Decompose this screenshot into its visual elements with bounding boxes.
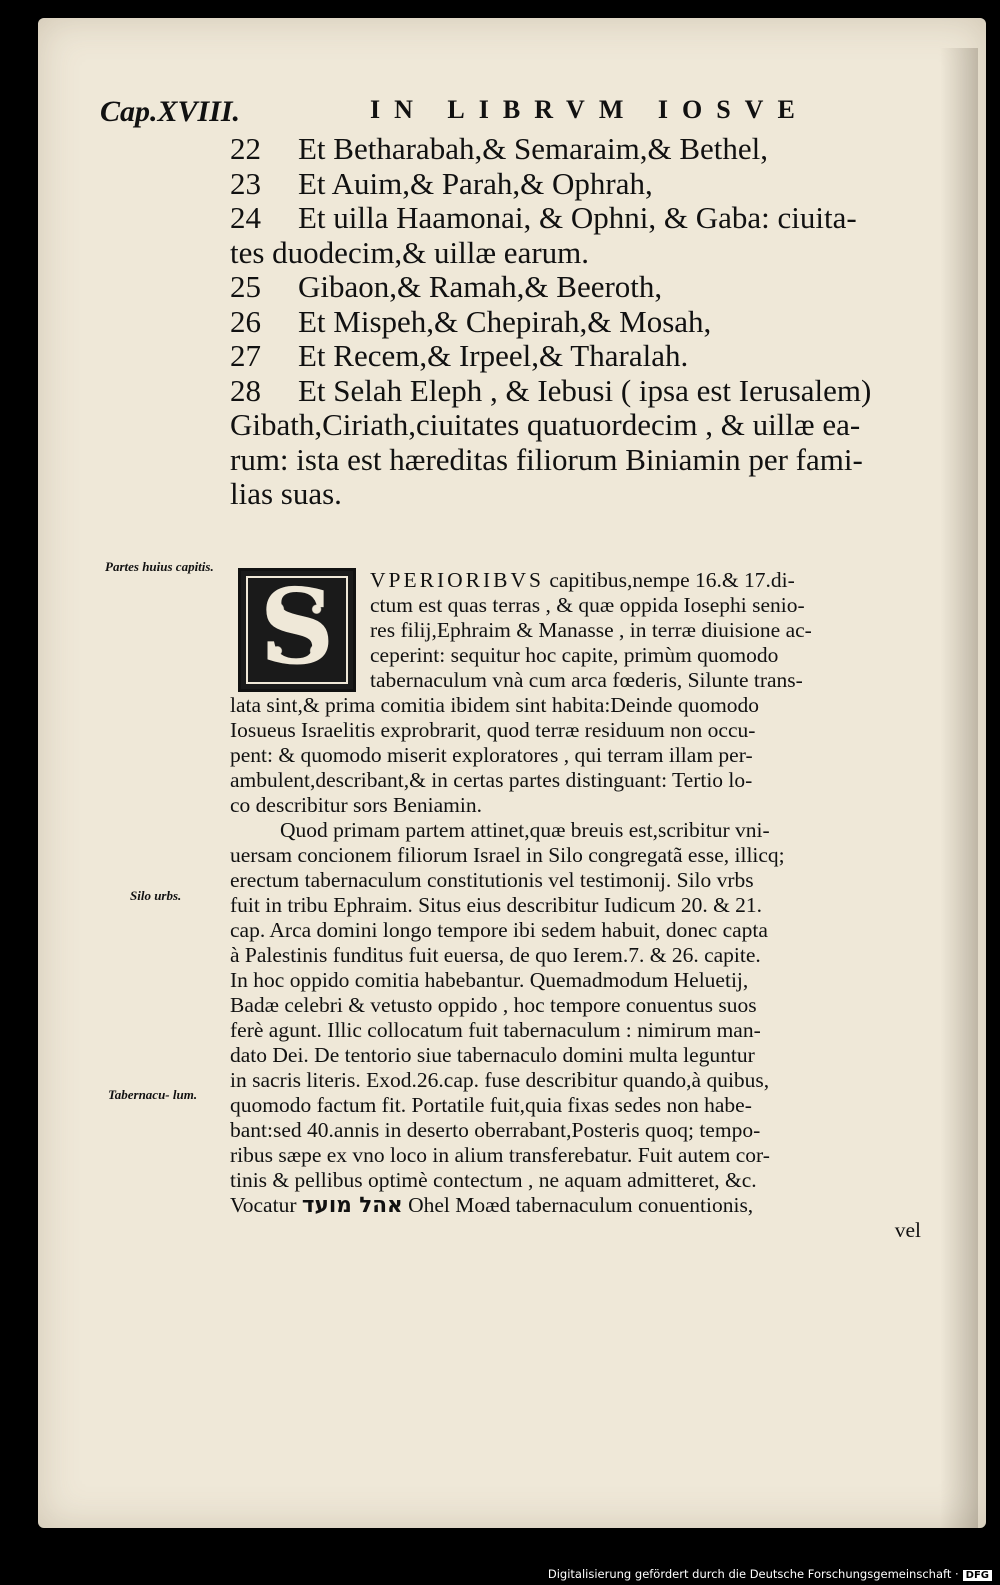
- verse-number: 22: [230, 131, 261, 166]
- verse-line: [230, 132, 935, 167]
- text-line: cap. Arca domini longo tempore ibi sedem habuit, donec capta: [230, 918, 768, 942]
- initial-letter: S: [259, 565, 335, 688]
- verse-line: [230, 270, 935, 305]
- text-line: In hoc oppido comitia habebantur. Quemadmodum Heluetij,: [230, 968, 749, 992]
- text-line: dato Dei. De tentorio siue tabernaculo domini multa leguntur: [230, 1043, 755, 1067]
- text-line: Quod primam partem attinet,quæ breuis est,scribitur vni-: [280, 818, 770, 842]
- text-line: Iosueus Israelitis exprobrarit, quod terræ residuum non occu-: [230, 718, 756, 742]
- text-line: ferè agunt. Illic collocatum fuit tabernaculum : nimirum man-: [230, 1018, 761, 1042]
- text-line: tabernaculum vnà cum arca fœderis, Silunte trans-: [370, 668, 803, 692]
- text-line: tinis & pellibus optimè contectum , ne aquam admitteret, &c.: [230, 1168, 757, 1192]
- verse-line: [230, 201, 935, 236]
- text-line: bant:sed 40.annis in deserto oberrabant,Posteris quoq; tempo-: [230, 1118, 761, 1142]
- commentary-text: [230, 565, 935, 1243]
- verse-number: 27: [230, 338, 261, 373]
- verse-text: Et Betharabah,& Semaraim,& Bethel,: [298, 131, 769, 166]
- verse-line: [230, 477, 935, 512]
- verse-number: 25: [230, 269, 261, 304]
- text-line: co describitur sors Beniamin.: [230, 793, 482, 817]
- text-line: ctum est quas terras , & quæ oppida Iosephi senio-: [370, 593, 805, 617]
- verse-line: [230, 443, 935, 478]
- verse-number: 24: [230, 200, 261, 235]
- verse-list: [230, 132, 935, 512]
- dfg-logo: DFG: [963, 1570, 992, 1581]
- text-line: à Palestinis funditus fuit euersa, de quo Ierem.7. & 26. capite.: [230, 943, 761, 967]
- verse-text: lias suas.: [230, 476, 342, 511]
- chapter-label: Cap.XVIII.: [100, 95, 241, 128]
- verse-line: [230, 374, 935, 409]
- first-word: VPERIORIBVS: [370, 568, 544, 592]
- verse-text: Et Selah Eleph , & Iebusi ( ipsa est Ierusalem): [298, 372, 872, 408]
- verse-text: tes duodecim,& uillæ earum.: [230, 234, 590, 270]
- verse-number: 28: [230, 372, 261, 408]
- verse-text: Et Auim,& Parah,& Ophrah,: [298, 165, 653, 201]
- verse-text: Gibaon,& Ramah,& Beeroth,: [298, 269, 663, 304]
- text-line: uersam concionem filiorum Israel in Silo congregatã esse, illicq;: [230, 843, 785, 867]
- verse-line: [230, 408, 935, 443]
- verse-text: Et uilla Haamonai, & Ophni, & Gaba: ciuita-: [298, 200, 857, 235]
- text-line: fuit in tribu Ephraim. Situs eius describitur Iudicum 20. & 21.: [230, 893, 763, 917]
- digitization-footer: [548, 1567, 992, 1581]
- verse-line: [230, 236, 935, 271]
- text-line: Badæ celebri & vetusto oppido , hoc tempore conuentus suos: [230, 993, 757, 1017]
- margin-note-partes: Partes huius capitis.: [105, 559, 214, 574]
- text-line: erectum tabernaculum constitutionis vel testimonij. Silo vrbs: [230, 868, 754, 892]
- footer-text: Digitalisierung gefördert durch die Deutsche Forschungsgemeinschaft ·: [547, 1567, 959, 1581]
- text-line: in sacris literis. Exod.26.cap. fuse describitur quando,à quibus,: [230, 1068, 770, 1092]
- page-edge-shadow: [940, 48, 978, 1528]
- text-line: quomodo factum fit. Portatile fuit,quia fixas sedes non habe-: [230, 1093, 752, 1117]
- catchword: vel: [894, 1218, 921, 1242]
- text-line: VPERIORIBVS capitibus,nempe 16.& 17.di-: [370, 568, 795, 592]
- verse-text: rum: ista est hæreditas filiorum Biniamin per fami-: [230, 441, 863, 477]
- verse-text: Et Recem,& Irpeel,& Tharalah.: [298, 338, 689, 373]
- text-line: res filij,Ephraim & Manasse , in terræ diuisione ac-: [370, 618, 812, 642]
- verse-line: [230, 339, 935, 374]
- text-line: Vocatur אהל מועד Ohel Moæd tabernaculum conuentionis,: [230, 1193, 754, 1218]
- running-title: IN LIBRVM IOSVE: [370, 95, 809, 124]
- text-line: lata sint,& prima comitia ibidem sint habita:Deinde quomodo: [230, 693, 760, 717]
- verse-line: [230, 305, 935, 340]
- margin-note-tabernaculum: Tabernacu- lum.: [108, 1087, 198, 1102]
- verse-number: 23: [230, 165, 261, 201]
- text-line: ambulent,describant,& in certas partes distinguant: Tertio lo-: [230, 768, 753, 792]
- text-line: ceperint: sequitur hoc capite, primùm quomodo: [370, 643, 779, 667]
- running-header: [100, 95, 940, 135]
- text-line: ribus sæpe ex vno loco in alium transferebatur. Fuit autem cor-: [230, 1143, 770, 1167]
- margin-note-silo: Silo urbs.: [130, 888, 182, 903]
- text-line: pent: & quomodo miserit exploratores , qui terram illam per-: [230, 743, 753, 767]
- verse-number: 26: [230, 303, 261, 339]
- hebrew-text: אהל מועד: [301, 1193, 403, 1218]
- verse-line: [230, 167, 935, 202]
- verse-text: Et Mispeh,& Chepirah,& Mosah,: [298, 303, 712, 339]
- verse-text: Gibath,Ciriath,ciuitates quatuordecim , & uillæ ea-: [230, 407, 861, 442]
